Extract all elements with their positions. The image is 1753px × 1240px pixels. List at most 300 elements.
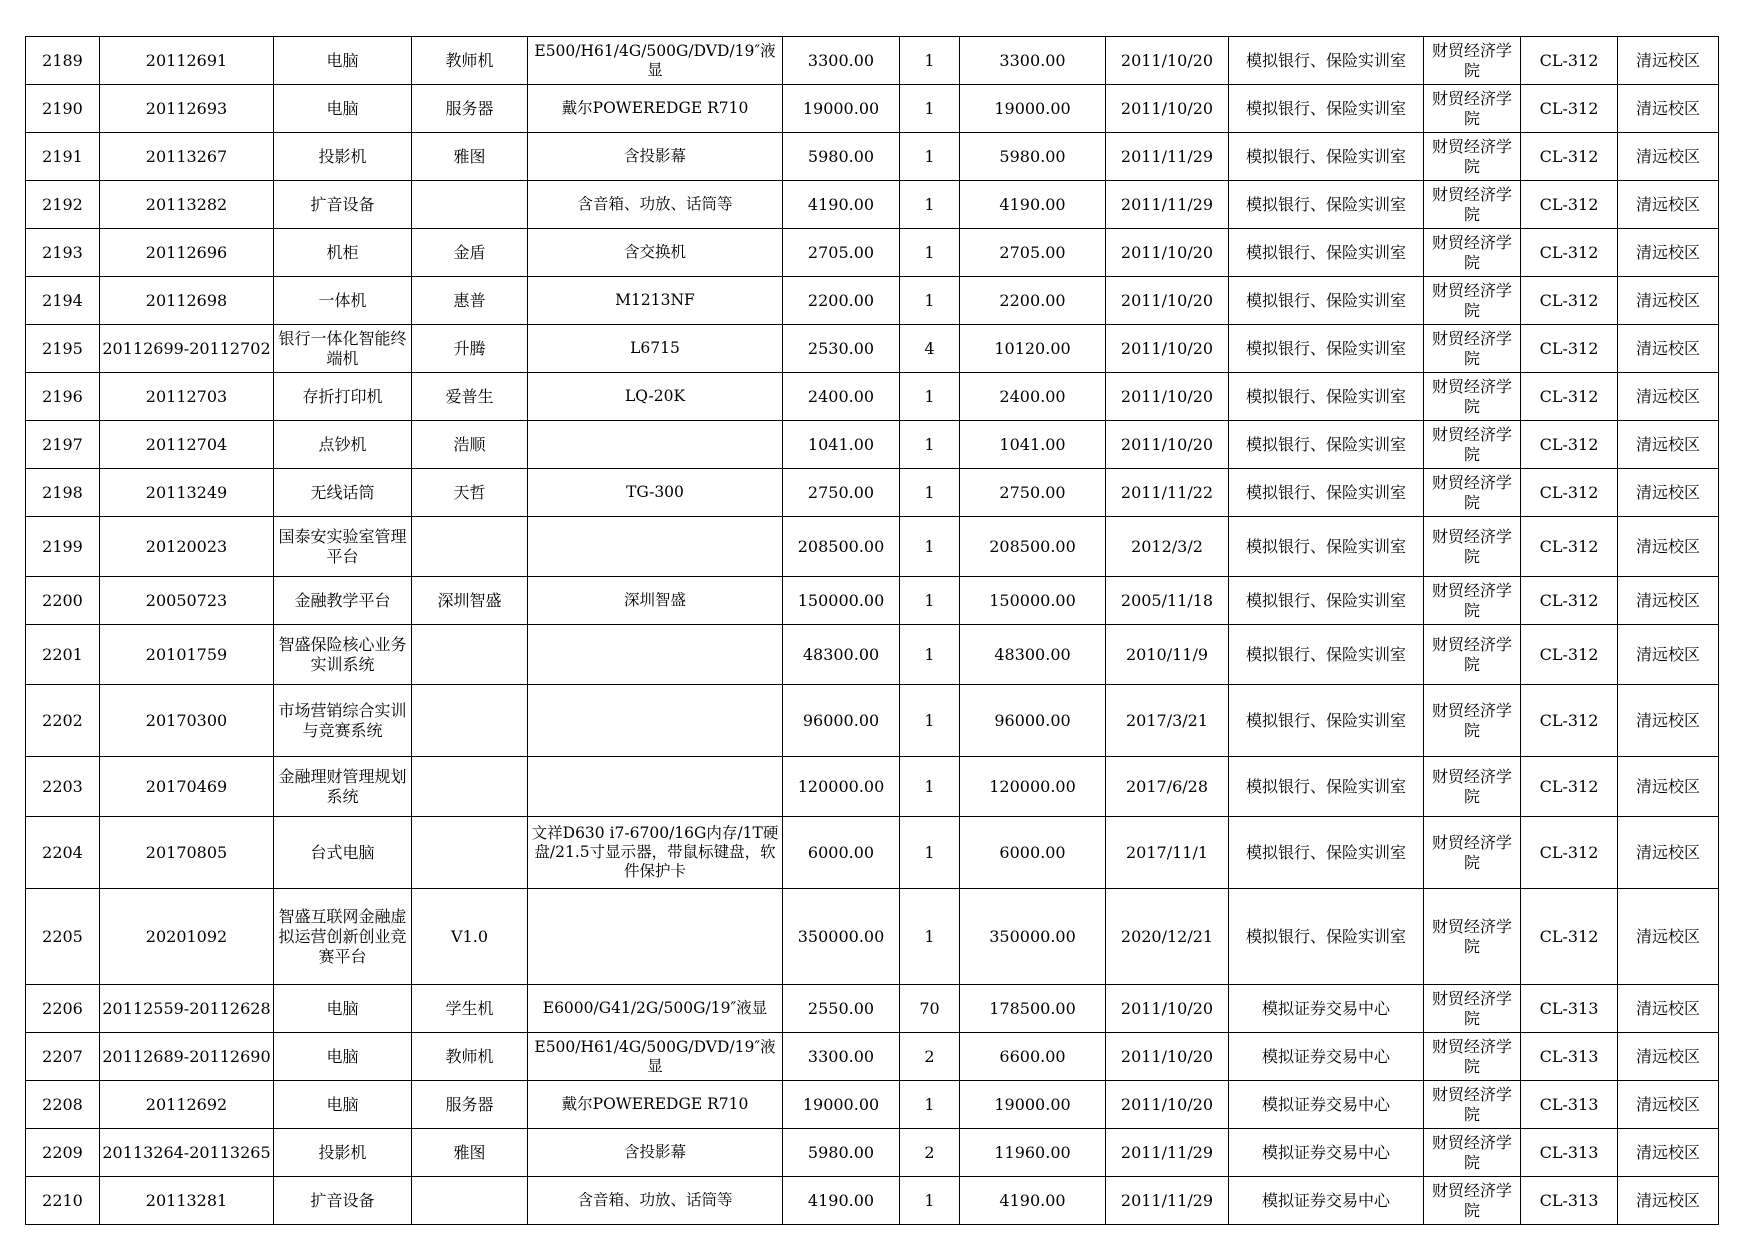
department-cell: 财贸经济学院: [1424, 277, 1521, 325]
room-code-cell: CL-312: [1521, 229, 1618, 277]
lab-name-cell: 模拟银行、保险实训室: [1229, 421, 1424, 469]
table-row: [26, 181, 1719, 229]
amount-cell: 178500.00: [960, 985, 1106, 1033]
campus-cell: 清远校区: [1618, 181, 1719, 229]
asset-code-cell: 20112704: [100, 421, 274, 469]
seq-no-cell: 2203: [26, 757, 100, 817]
unit-price-cell: 5980.00: [783, 133, 900, 181]
purchase-date-cell: 2012/3/2: [1106, 517, 1229, 577]
table-row: [26, 577, 1719, 625]
spec-cell: LQ-20K: [528, 373, 783, 421]
brand-cell: 学生机: [412, 985, 528, 1033]
lab-name-cell: 模拟证券交易中心: [1229, 1177, 1424, 1225]
spec-cell: M1213NF: [528, 277, 783, 325]
asset-code-cell: 20113264-20113265: [100, 1129, 274, 1177]
brand-cell: 服务器: [412, 1081, 528, 1129]
asset-code-cell: 20170805: [100, 817, 274, 889]
room-code-cell: CL-312: [1521, 181, 1618, 229]
spec-cell: [528, 757, 783, 817]
asset-name-cell: 台式电脑: [274, 817, 412, 889]
asset-name-cell: 银行一体化智能终端机: [274, 325, 412, 373]
campus-cell: 清远校区: [1618, 325, 1719, 373]
department-cell: 财贸经济学院: [1424, 625, 1521, 685]
room-code-cell: CL-312: [1521, 373, 1618, 421]
unit-price-cell: 2530.00: [783, 325, 900, 373]
amount-cell: 350000.00: [960, 889, 1106, 985]
department-cell: 财贸经济学院: [1424, 1033, 1521, 1081]
purchase-date-cell: 2011/10/20: [1106, 985, 1229, 1033]
table-row: [26, 757, 1719, 817]
quantity-cell: 1: [900, 133, 960, 181]
seq-no-cell: 2199: [26, 517, 100, 577]
department-cell: 财贸经济学院: [1424, 685, 1521, 757]
lab-name-cell: 模拟银行、保险实训室: [1229, 181, 1424, 229]
lab-name-cell: 模拟证券交易中心: [1229, 1081, 1424, 1129]
purchase-date-cell: 2011/11/29: [1106, 181, 1229, 229]
asset-name-cell: 投影机: [274, 1129, 412, 1177]
amount-cell: 6000.00: [960, 817, 1106, 889]
purchase-date-cell: 2010/11/9: [1106, 625, 1229, 685]
purchase-date-cell: 2011/10/20: [1106, 37, 1229, 85]
quantity-cell: 1: [900, 469, 960, 517]
table-row: [26, 133, 1719, 181]
asset-code-cell: 20112696: [100, 229, 274, 277]
unit-price-cell: 2550.00: [783, 985, 900, 1033]
asset-code-cell: 20113282: [100, 181, 274, 229]
spec-cell: 文祥D630 i7-6700/16G内存/1T硬盘/21.5寸显示器，带鼠标键盘，软件保护卡: [528, 817, 783, 889]
purchase-date-cell: 2011/10/20: [1106, 85, 1229, 133]
lab-name-cell: 模拟证券交易中心: [1229, 1033, 1424, 1081]
seq-no-cell: 2210: [26, 1177, 100, 1225]
lab-name-cell: 模拟银行、保险实训室: [1229, 469, 1424, 517]
lab-name-cell: 模拟银行、保险实训室: [1229, 37, 1424, 85]
lab-name-cell: 模拟银行、保险实训室: [1229, 325, 1424, 373]
brand-cell: 浩顺: [412, 421, 528, 469]
asset-code-cell: 20050723: [100, 577, 274, 625]
asset-code-cell: 20112689-20112690: [100, 1033, 274, 1081]
purchase-date-cell: 2011/10/20: [1106, 1033, 1229, 1081]
amount-cell: 6600.00: [960, 1033, 1106, 1081]
purchase-date-cell: 2011/11/22: [1106, 469, 1229, 517]
department-cell: 财贸经济学院: [1424, 985, 1521, 1033]
quantity-cell: 1: [900, 757, 960, 817]
brand-cell: 爱普生: [412, 373, 528, 421]
campus-cell: 清远校区: [1618, 817, 1719, 889]
campus-cell: 清远校区: [1618, 1177, 1719, 1225]
spec-cell: 含投影幕: [528, 133, 783, 181]
asset-code-cell: 20112698: [100, 277, 274, 325]
asset-name-cell: 扩音设备: [274, 181, 412, 229]
purchase-date-cell: 2011/11/29: [1106, 133, 1229, 181]
amount-cell: 96000.00: [960, 685, 1106, 757]
department-cell: 财贸经济学院: [1424, 817, 1521, 889]
asset-code-cell: 20113249: [100, 469, 274, 517]
table-row: [26, 517, 1719, 577]
seq-no-cell: 2201: [26, 625, 100, 685]
asset-code-cell: 20170469: [100, 757, 274, 817]
campus-cell: 清远校区: [1618, 277, 1719, 325]
campus-cell: 清远校区: [1618, 625, 1719, 685]
unit-price-cell: 19000.00: [783, 1081, 900, 1129]
asset-code-cell: 20112691: [100, 37, 274, 85]
spec-cell: 含交换机: [528, 229, 783, 277]
asset-name-cell: 存折打印机: [274, 373, 412, 421]
spec-cell: E500/H61/4G/500G/DVD/19″液显: [528, 1033, 783, 1081]
asset-name-cell: 投影机: [274, 133, 412, 181]
brand-cell: V1.0: [412, 889, 528, 985]
quantity-cell: 2: [900, 1033, 960, 1081]
quantity-cell: 2: [900, 1129, 960, 1177]
table-row: [26, 817, 1719, 889]
brand-cell: [412, 517, 528, 577]
asset-code-cell: 20120023: [100, 517, 274, 577]
department-cell: 财贸经济学院: [1424, 181, 1521, 229]
lab-name-cell: 模拟银行、保险实训室: [1229, 625, 1424, 685]
quantity-cell: 1: [900, 277, 960, 325]
amount-cell: 208500.00: [960, 517, 1106, 577]
purchase-date-cell: 2011/10/20: [1106, 373, 1229, 421]
asset-name-cell: 市场营销综合实训与竞赛系统: [274, 685, 412, 757]
seq-no-cell: 2207: [26, 1033, 100, 1081]
campus-cell: 清远校区: [1618, 133, 1719, 181]
quantity-cell: 1: [900, 373, 960, 421]
lab-name-cell: 模拟银行、保险实训室: [1229, 817, 1424, 889]
campus-cell: 清远校区: [1618, 1129, 1719, 1177]
asset-code-cell: 20101759: [100, 625, 274, 685]
department-cell: 财贸经济学院: [1424, 889, 1521, 985]
amount-cell: 4190.00: [960, 1177, 1106, 1225]
department-cell: 财贸经济学院: [1424, 325, 1521, 373]
campus-cell: 清远校区: [1618, 985, 1719, 1033]
seq-no-cell: 2202: [26, 685, 100, 757]
unit-price-cell: 5980.00: [783, 1129, 900, 1177]
asset-code-cell: 20113281: [100, 1177, 274, 1225]
room-code-cell: CL-312: [1521, 133, 1618, 181]
asset-name-cell: 智盛互联网金融虚拟运营创新创业竞赛平台: [274, 889, 412, 985]
room-code-cell: CL-312: [1521, 757, 1618, 817]
lab-name-cell: 模拟银行、保险实训室: [1229, 229, 1424, 277]
seq-no-cell: 2190: [26, 85, 100, 133]
room-code-cell: CL-312: [1521, 517, 1618, 577]
spec-cell: [528, 889, 783, 985]
table-row: [26, 373, 1719, 421]
department-cell: 财贸经济学院: [1424, 373, 1521, 421]
table-row: [26, 889, 1719, 985]
brand-cell: 升腾: [412, 325, 528, 373]
asset-name-cell: 金融理财管理规划系统: [274, 757, 412, 817]
asset-name-cell: 点钞机: [274, 421, 412, 469]
amount-cell: 19000.00: [960, 85, 1106, 133]
seq-no-cell: 2189: [26, 37, 100, 85]
spec-cell: [528, 685, 783, 757]
room-code-cell: CL-313: [1521, 1081, 1618, 1129]
amount-cell: 4190.00: [960, 181, 1106, 229]
unit-price-cell: 1041.00: [783, 421, 900, 469]
asset-code-cell: 20170300: [100, 685, 274, 757]
purchase-date-cell: 2005/11/18: [1106, 577, 1229, 625]
department-cell: 财贸经济学院: [1424, 1081, 1521, 1129]
department-cell: 财贸经济学院: [1424, 1129, 1521, 1177]
lab-name-cell: 模拟银行、保险实训室: [1229, 577, 1424, 625]
asset-code-cell: 20201092: [100, 889, 274, 985]
purchase-date-cell: 2017/11/1: [1106, 817, 1229, 889]
table-row: [26, 1033, 1719, 1081]
room-code-cell: CL-312: [1521, 889, 1618, 985]
lab-name-cell: 模拟银行、保险实训室: [1229, 517, 1424, 577]
room-code-cell: CL-312: [1521, 277, 1618, 325]
table-row: [26, 685, 1719, 757]
campus-cell: 清远校区: [1618, 685, 1719, 757]
unit-price-cell: 4190.00: [783, 1177, 900, 1225]
room-code-cell: CL-312: [1521, 625, 1618, 685]
asset-name-cell: 扩音设备: [274, 1177, 412, 1225]
asset-code-cell: 20112693: [100, 85, 274, 133]
purchase-date-cell: 2011/11/29: [1106, 1129, 1229, 1177]
unit-price-cell: 150000.00: [783, 577, 900, 625]
room-code-cell: CL-312: [1521, 421, 1618, 469]
amount-cell: 48300.00: [960, 625, 1106, 685]
table-row: [26, 625, 1719, 685]
asset-name-cell: 一体机: [274, 277, 412, 325]
amount-cell: 150000.00: [960, 577, 1106, 625]
asset-name-cell: 机柜: [274, 229, 412, 277]
spec-cell: [528, 625, 783, 685]
amount-cell: 10120.00: [960, 325, 1106, 373]
purchase-date-cell: 2011/11/29: [1106, 1177, 1229, 1225]
lab-name-cell: 模拟银行、保险实训室: [1229, 685, 1424, 757]
amount-cell: 11960.00: [960, 1129, 1106, 1177]
seq-no-cell: 2196: [26, 373, 100, 421]
spec-cell: 深圳智盛: [528, 577, 783, 625]
room-code-cell: CL-312: [1521, 325, 1618, 373]
quantity-cell: 1: [900, 685, 960, 757]
purchase-date-cell: 2017/3/21: [1106, 685, 1229, 757]
purchase-date-cell: 2017/6/28: [1106, 757, 1229, 817]
asset-name-cell: 智盛保险核心业务实训系统: [274, 625, 412, 685]
room-code-cell: CL-312: [1521, 577, 1618, 625]
asset-name-cell: 电脑: [274, 37, 412, 85]
brand-cell: 天哲: [412, 469, 528, 517]
spec-cell: E500/H61/4G/500G/DVD/19″液显: [528, 37, 783, 85]
quantity-cell: 1: [900, 1177, 960, 1225]
seq-no-cell: 2204: [26, 817, 100, 889]
table-row: [26, 1177, 1719, 1225]
lab-name-cell: 模拟证券交易中心: [1229, 1129, 1424, 1177]
brand-cell: [412, 625, 528, 685]
lab-name-cell: 模拟银行、保险实训室: [1229, 277, 1424, 325]
campus-cell: 清远校区: [1618, 1033, 1719, 1081]
campus-cell: 清远校区: [1618, 889, 1719, 985]
table-row: [26, 85, 1719, 133]
quantity-cell: 1: [900, 37, 960, 85]
table-row: [26, 985, 1719, 1033]
purchase-date-cell: 2011/10/20: [1106, 421, 1229, 469]
room-code-cell: CL-312: [1521, 469, 1618, 517]
brand-cell: [412, 685, 528, 757]
table-row: [26, 469, 1719, 517]
quantity-cell: 1: [900, 889, 960, 985]
department-cell: 财贸经济学院: [1424, 229, 1521, 277]
department-cell: 财贸经济学院: [1424, 133, 1521, 181]
room-code-cell: CL-313: [1521, 1129, 1618, 1177]
brand-cell: 教师机: [412, 1033, 528, 1081]
amount-cell: 5980.00: [960, 133, 1106, 181]
room-code-cell: CL-313: [1521, 1033, 1618, 1081]
campus-cell: 清远校区: [1618, 577, 1719, 625]
amount-cell: 3300.00: [960, 37, 1106, 85]
spec-cell: 含投影幕: [528, 1129, 783, 1177]
table-row: [26, 229, 1719, 277]
seq-no-cell: 2206: [26, 985, 100, 1033]
seq-no-cell: 2191: [26, 133, 100, 181]
department-cell: 财贸经济学院: [1424, 421, 1521, 469]
quantity-cell: 1: [900, 421, 960, 469]
unit-price-cell: 19000.00: [783, 85, 900, 133]
asset-name-cell: 金融教学平台: [274, 577, 412, 625]
seq-no-cell: 2209: [26, 1129, 100, 1177]
room-code-cell: CL-313: [1521, 1177, 1618, 1225]
purchase-date-cell: 2020/12/21: [1106, 889, 1229, 985]
asset-code-cell: 20113267: [100, 133, 274, 181]
unit-price-cell: 2750.00: [783, 469, 900, 517]
room-code-cell: CL-312: [1521, 37, 1618, 85]
asset-name-cell: 电脑: [274, 1033, 412, 1081]
campus-cell: 清远校区: [1618, 229, 1719, 277]
brand-cell: [412, 817, 528, 889]
lab-name-cell: 模拟银行、保险实训室: [1229, 133, 1424, 181]
lab-name-cell: 模拟银行、保险实训室: [1229, 85, 1424, 133]
purchase-date-cell: 2011/10/20: [1106, 325, 1229, 373]
purchase-date-cell: 2011/10/20: [1106, 1081, 1229, 1129]
lab-name-cell: 模拟银行、保险实训室: [1229, 757, 1424, 817]
department-cell: 财贸经济学院: [1424, 577, 1521, 625]
room-code-cell: CL-312: [1521, 685, 1618, 757]
amount-cell: 2705.00: [960, 229, 1106, 277]
brand-cell: 教师机: [412, 37, 528, 85]
unit-price-cell: 3300.00: [783, 1033, 900, 1081]
brand-cell: [412, 757, 528, 817]
quantity-cell: 1: [900, 1081, 960, 1129]
department-cell: 财贸经济学院: [1424, 517, 1521, 577]
seq-no-cell: 2208: [26, 1081, 100, 1129]
campus-cell: 清远校区: [1618, 1081, 1719, 1129]
seq-no-cell: 2192: [26, 181, 100, 229]
quantity-cell: 1: [900, 229, 960, 277]
asset-table-body: [26, 37, 1719, 1225]
unit-price-cell: 48300.00: [783, 625, 900, 685]
brand-cell: [412, 1177, 528, 1225]
quantity-cell: 1: [900, 181, 960, 229]
unit-price-cell: 96000.00: [783, 685, 900, 757]
table-row: [26, 325, 1719, 373]
spec-cell: [528, 421, 783, 469]
unit-price-cell: 2200.00: [783, 277, 900, 325]
brand-cell: 服务器: [412, 85, 528, 133]
unit-price-cell: 120000.00: [783, 757, 900, 817]
purchase-date-cell: 2011/10/20: [1106, 277, 1229, 325]
table-row: [26, 1081, 1719, 1129]
department-cell: 财贸经济学院: [1424, 1177, 1521, 1225]
unit-price-cell: 4190.00: [783, 181, 900, 229]
asset-code-cell: 20112703: [100, 373, 274, 421]
unit-price-cell: 6000.00: [783, 817, 900, 889]
department-cell: 财贸经济学院: [1424, 37, 1521, 85]
unit-price-cell: 2705.00: [783, 229, 900, 277]
unit-price-cell: 208500.00: [783, 517, 900, 577]
brand-cell: 雅图: [412, 133, 528, 181]
lab-name-cell: 模拟银行、保险实训室: [1229, 373, 1424, 421]
spec-cell: E6000/G41/2G/500G/19″液显: [528, 985, 783, 1033]
asset-name-cell: 电脑: [274, 985, 412, 1033]
spec-cell: [528, 517, 783, 577]
table-row: [26, 1129, 1719, 1177]
lab-name-cell: 模拟银行、保险实训室: [1229, 889, 1424, 985]
department-cell: 财贸经济学院: [1424, 85, 1521, 133]
amount-cell: 2750.00: [960, 469, 1106, 517]
lab-name-cell: 模拟证券交易中心: [1229, 985, 1424, 1033]
brand-cell: 惠普: [412, 277, 528, 325]
table-row: [26, 277, 1719, 325]
campus-cell: 清远校区: [1618, 757, 1719, 817]
quantity-cell: 1: [900, 517, 960, 577]
campus-cell: 清远校区: [1618, 373, 1719, 421]
asset-code-cell: 20112559-20112628: [100, 985, 274, 1033]
quantity-cell: 1: [900, 625, 960, 685]
department-cell: 财贸经济学院: [1424, 757, 1521, 817]
brand-cell: 金盾: [412, 229, 528, 277]
table-row: [26, 421, 1719, 469]
seq-no-cell: 2198: [26, 469, 100, 517]
asset-name-cell: 电脑: [274, 1081, 412, 1129]
brand-cell: [412, 181, 528, 229]
seq-no-cell: 2205: [26, 889, 100, 985]
purchase-date-cell: 2011/10/20: [1106, 229, 1229, 277]
asset-code-cell: 20112692: [100, 1081, 274, 1129]
asset-name-cell: 无线话筒: [274, 469, 412, 517]
amount-cell: 2200.00: [960, 277, 1106, 325]
unit-price-cell: 3300.00: [783, 37, 900, 85]
unit-price-cell: 2400.00: [783, 373, 900, 421]
amount-cell: 1041.00: [960, 421, 1106, 469]
unit-price-cell: 350000.00: [783, 889, 900, 985]
amount-cell: 2400.00: [960, 373, 1106, 421]
department-cell: 财贸经济学院: [1424, 469, 1521, 517]
campus-cell: 清远校区: [1618, 37, 1719, 85]
quantity-cell: 1: [900, 817, 960, 889]
spec-cell: L6715: [528, 325, 783, 373]
room-code-cell: CL-313: [1521, 985, 1618, 1033]
spec-cell: 戴尔POWEREDGE R710: [528, 85, 783, 133]
asset-name-cell: 电脑: [274, 85, 412, 133]
quantity-cell: 1: [900, 85, 960, 133]
brand-cell: 雅图: [412, 1129, 528, 1177]
campus-cell: 清远校区: [1618, 421, 1719, 469]
seq-no-cell: 2195: [26, 325, 100, 373]
asset-name-cell: 国泰安实验室管理平台: [274, 517, 412, 577]
seq-no-cell: 2200: [26, 577, 100, 625]
asset-table: [25, 36, 1719, 1225]
brand-cell: 深圳智盛: [412, 577, 528, 625]
spec-cell: 戴尔POWEREDGE R710: [528, 1081, 783, 1129]
seq-no-cell: 2194: [26, 277, 100, 325]
amount-cell: 120000.00: [960, 757, 1106, 817]
room-code-cell: CL-312: [1521, 817, 1618, 889]
room-code-cell: CL-312: [1521, 85, 1618, 133]
spec-cell: 含音箱、功放、话筒等: [528, 181, 783, 229]
spec-cell: TG-300: [528, 469, 783, 517]
quantity-cell: 70: [900, 985, 960, 1033]
seq-no-cell: 2193: [26, 229, 100, 277]
